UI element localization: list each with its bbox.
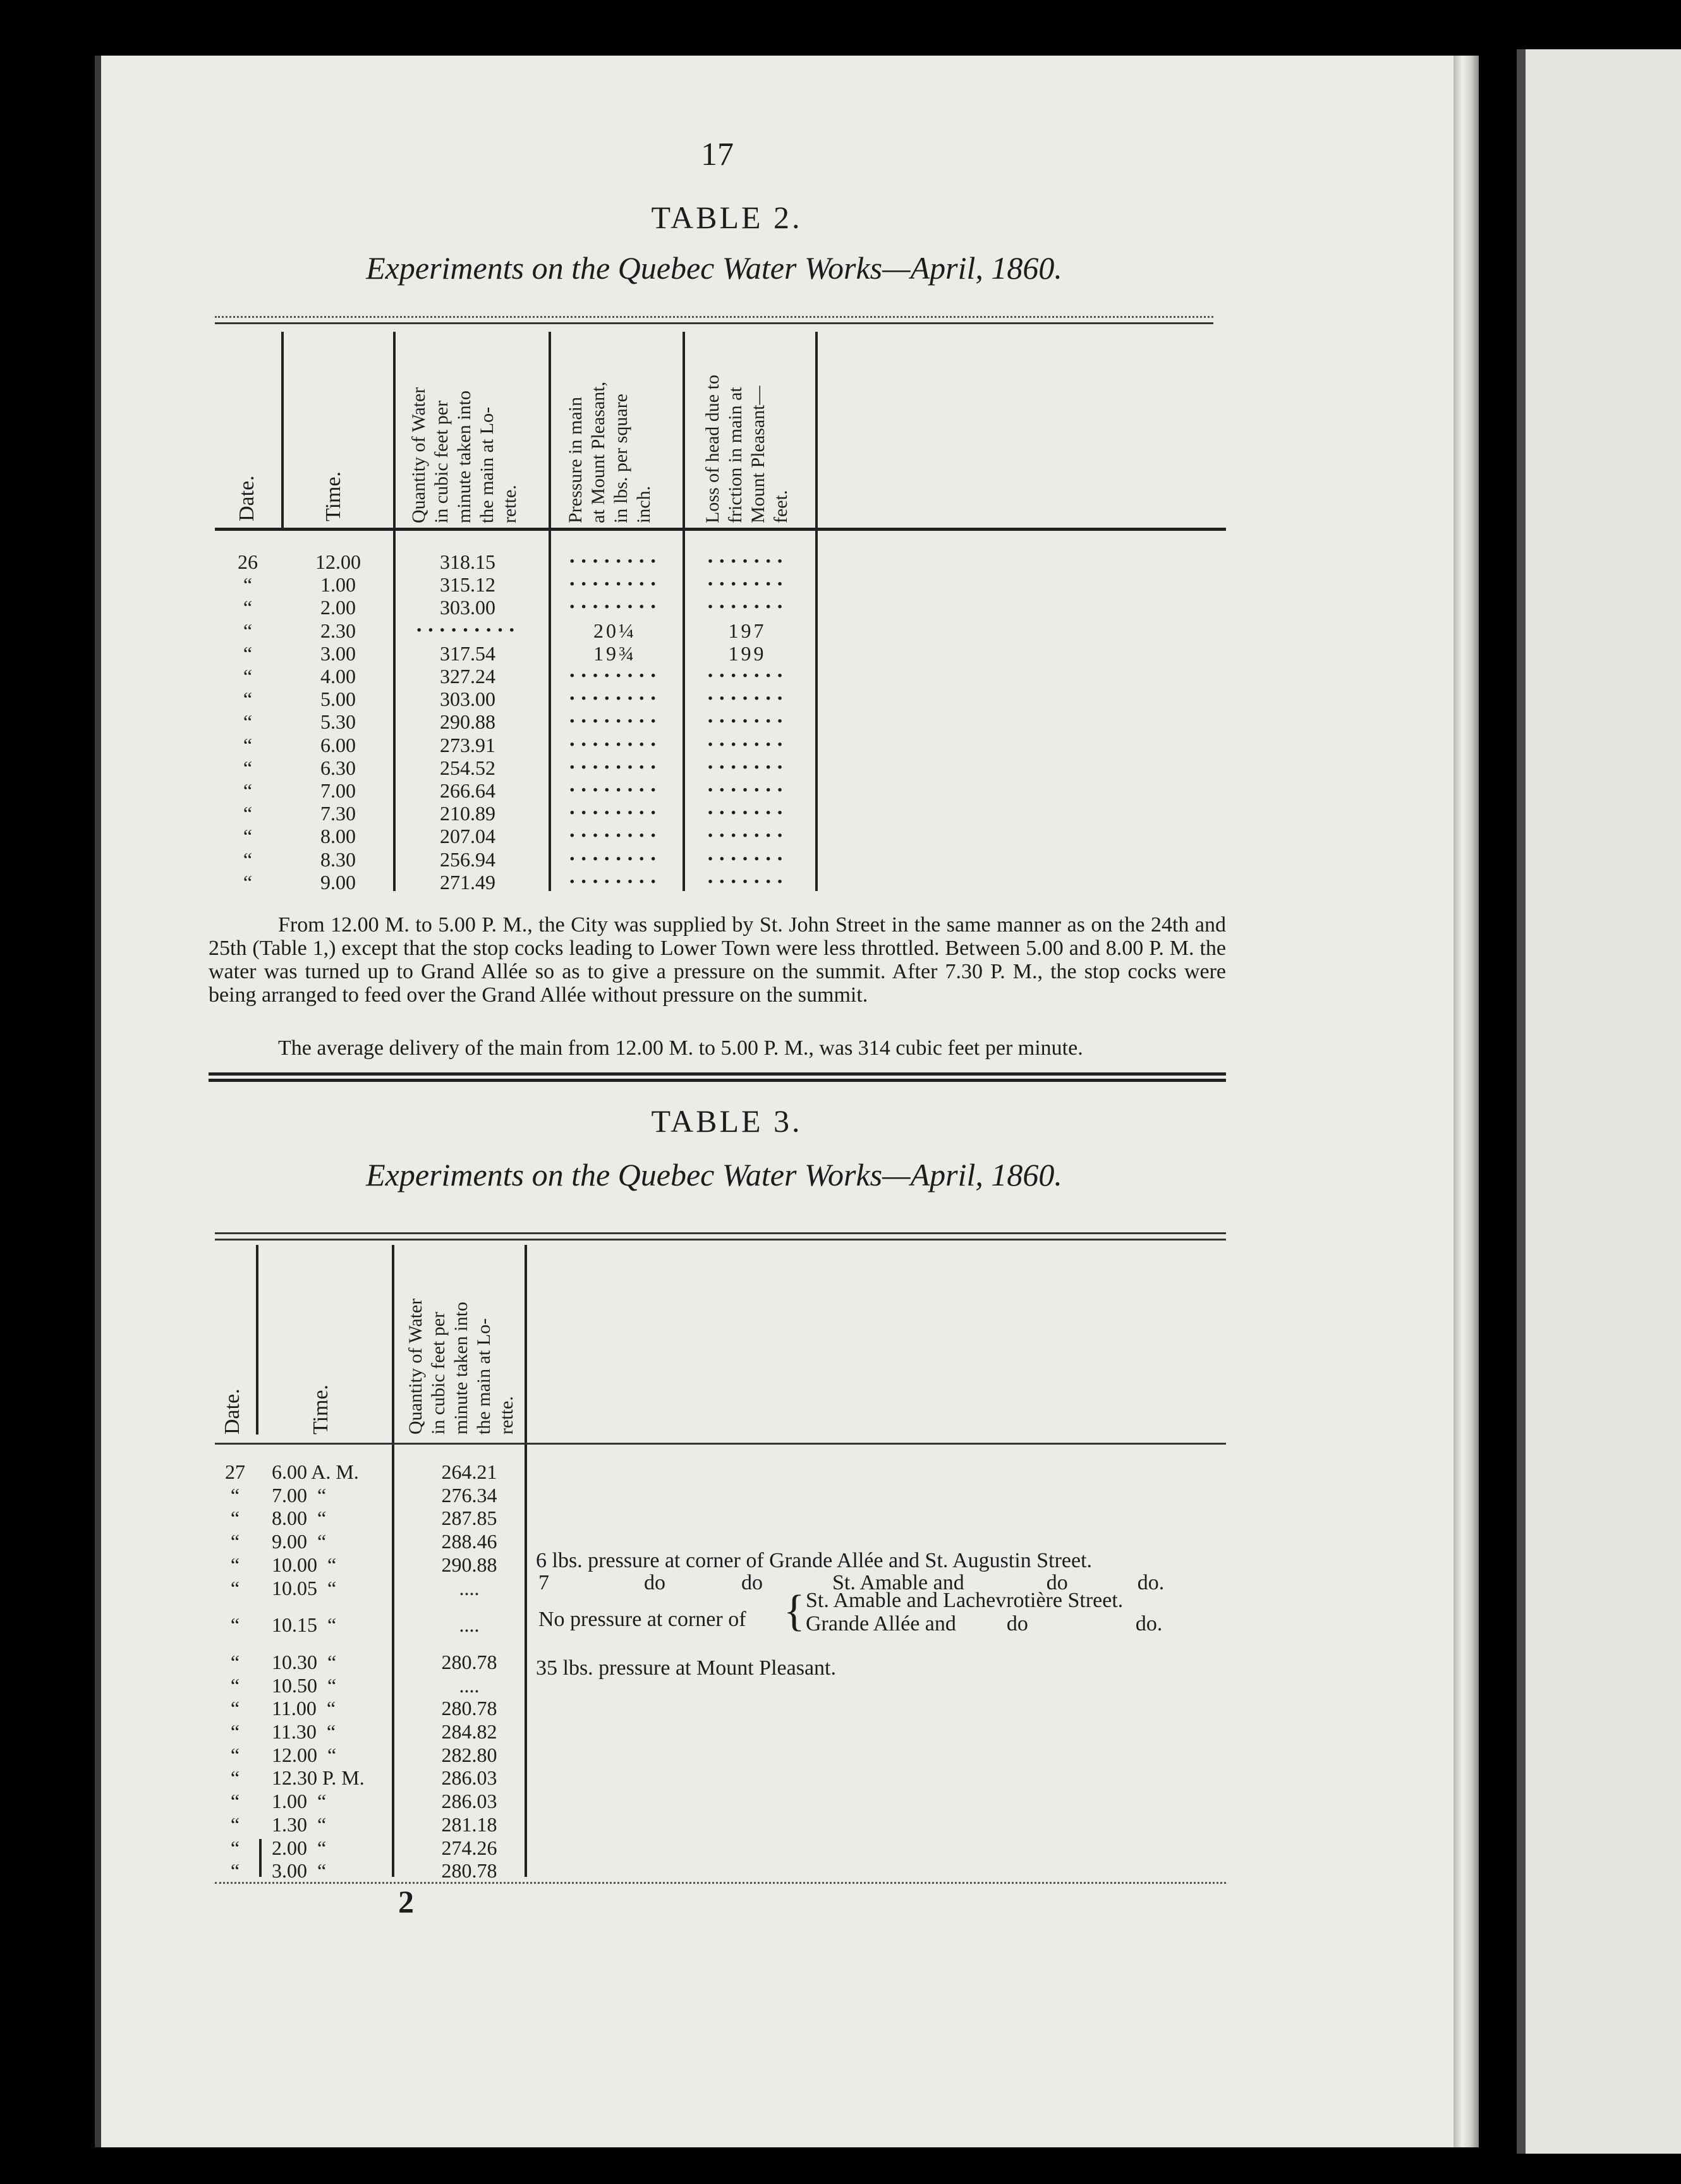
table2-cell: ·······	[707, 824, 788, 847]
table2-cell: 1.00	[320, 573, 356, 596]
table3-top-rule	[215, 1232, 1226, 1234]
table2-cell: 9.00	[320, 871, 356, 894]
table3-cell: “	[230, 1859, 240, 1882]
table3-cell: 8.00 “	[272, 1507, 327, 1529]
table3-cell: ....	[459, 1613, 480, 1636]
table2-cell: 5.00	[320, 688, 356, 710]
table2-cell: ·······	[707, 733, 788, 756]
table3-cell: “	[230, 1766, 240, 1789]
page-number: 17	[701, 136, 734, 173]
table2-subtitle: Experiments on the Quebec Water Works—April, 1860.	[366, 250, 1062, 286]
table2-cell: ········	[568, 687, 662, 710]
table3-remark: 6 lbs. pressure at corner of Grande Allée and St. Augustin Street.	[536, 1549, 1093, 1572]
table2-cell: 8.00	[320, 825, 356, 847]
table3-cell: 274.26	[441, 1836, 497, 1859]
table3-cell: 10.50 “	[272, 1674, 337, 1697]
table3-cell: “	[230, 1744, 240, 1766]
table3-divider	[256, 1245, 258, 1435]
table2-cell: ········	[568, 801, 662, 825]
section-rule	[209, 1079, 1226, 1082]
table3-divider	[525, 1245, 527, 1877]
table2-cell: “	[243, 710, 253, 733]
table2-cell: 290.88	[440, 710, 495, 733]
table2-cell: “	[243, 734, 253, 756]
table3-cell: 1.00 “	[272, 1790, 327, 1812]
table2-cell: ·········	[415, 619, 520, 642]
table2-divider	[683, 332, 685, 891]
table2-cell: ·······	[707, 870, 788, 894]
table2-cell: ········	[568, 710, 662, 733]
section-rule	[209, 1072, 1226, 1076]
table2-cell: ········	[568, 847, 662, 871]
table2-cell: ········	[568, 573, 662, 596]
table3-header-time: Time.	[309, 1384, 332, 1435]
table3-cell: “	[230, 1613, 240, 1636]
table2-cell: ········	[568, 733, 662, 756]
table2-cell: ········	[568, 756, 662, 779]
table2-cell: ·······	[707, 687, 788, 710]
table3-cell: “	[230, 1484, 240, 1507]
table2-cell: 210.89	[440, 802, 495, 825]
table3-cell: 284.82	[441, 1720, 497, 1743]
table2-cell: ········	[568, 870, 662, 894]
table2-divider	[815, 332, 818, 891]
table2-cell: 254.52	[440, 756, 495, 779]
table2-cell: 317.54	[440, 642, 495, 665]
table3-cell: 280.78	[441, 1697, 497, 1720]
table2-average-note: The average delivery of the main from 12.00 M. to 5.00 P. M., was 314 cubic feet per minute.	[278, 1036, 1083, 1060]
table2-header-quantity: Quantity of Water in cubic feet per minute taken into the main at Lo- rette.	[408, 387, 520, 523]
table2-cell: 315.12	[440, 573, 495, 596]
table2-cell: 3.00	[320, 642, 356, 665]
table2-cell: ·······	[707, 710, 788, 733]
table3-cell: “	[230, 1577, 240, 1599]
table2-cell: 207.04	[440, 825, 495, 847]
table2-cell: ·······	[707, 847, 788, 871]
table2-header-pressure: Pressure in main at Mount Pleasant, in lbs. per square inch.	[565, 381, 654, 523]
table3-subtitle: Experiments on the Quebec Water Works—April, 1860.	[366, 1157, 1062, 1192]
adjacent-page	[1517, 49, 1681, 2154]
table2-cell: “	[243, 619, 253, 642]
table3-cell: 264.21	[441, 1460, 497, 1483]
table3-bottom-rule	[215, 1882, 1226, 1884]
table3-cell: “	[230, 1507, 240, 1529]
table3-cell: “	[230, 1651, 240, 1673]
table2-cell: 266.64	[440, 779, 495, 802]
table2-cell: “	[243, 848, 253, 871]
table2-cell: 7.00	[320, 779, 356, 802]
table2-cell: 19¾	[593, 642, 636, 665]
table3-cell: “	[230, 1697, 240, 1720]
table2-cell: ········	[568, 595, 662, 619]
table2-cell: ·······	[707, 756, 788, 779]
table2-header-rule	[215, 528, 1226, 531]
table3-cell: 27	[225, 1460, 245, 1483]
table3-cell: 282.80	[441, 1744, 497, 1766]
table2-cell: 256.94	[440, 848, 495, 871]
table3-cell: 286.03	[441, 1790, 497, 1812]
table2-cell: “	[243, 779, 253, 802]
table2-cell: 327.24	[440, 665, 495, 688]
page-edge	[1453, 56, 1479, 2147]
table2-cell: 12.00	[315, 550, 361, 573]
table2-cell: 303.00	[440, 688, 495, 710]
table2-cell: ·······	[707, 664, 788, 688]
table2-note: From 12.00 M. to 5.00 P. M., the City was supplied by St. John Street in the same manner as on the 24th and 25th (Table 1,) except that the stop cocks leading to Lower Town were less throttled. Between 5.00 and 8.00 P. M. the water was turned up to Grand Allée so as to give a pressure on the summit. After 7.30 P. M., the stop cocks were being arranged to feed over the Grand Allée without pressure on the summit.	[209, 913, 1226, 1007]
table3-header-date: Date.	[221, 1388, 244, 1435]
table2-cell: 7.30	[320, 802, 356, 825]
table2-cell: “	[243, 756, 253, 779]
table3-cell: “	[230, 1790, 240, 1812]
table3-cell: 2.00 “	[272, 1836, 327, 1859]
table2-divider	[393, 332, 396, 891]
table2-cell: ·······	[707, 550, 788, 573]
table3-remark: St. Amable and Lachevrotière Street.	[806, 1589, 1124, 1612]
table3-cell: “	[230, 1836, 240, 1859]
table3-cell: ....	[459, 1674, 480, 1697]
table3-cell: 6.00 A. M.	[272, 1460, 359, 1483]
table3-cell: 11.00 “	[272, 1697, 336, 1720]
table3-header-quantity: Quantity of Water in cubic feet per minute taken into the main at Lo- rette.	[405, 1298, 517, 1435]
table2-cell: 20¼	[593, 619, 636, 642]
table2-cell: ········	[568, 550, 662, 573]
table2-cell: “	[243, 642, 253, 665]
table2-header-loss: Loss of head due to friction in main at Mount Pleasant— feet.	[702, 375, 791, 523]
table2-cell: ········	[568, 779, 662, 802]
table3-cell: 11.30 “	[272, 1720, 336, 1743]
table3-cell: 9.00 “	[272, 1530, 327, 1553]
table3-remark: Grande Allée and do do.	[806, 1612, 1163, 1635]
table3-cell: 10.05 “	[272, 1577, 337, 1599]
table3-cell: 290.88	[441, 1553, 497, 1576]
table2-cell: 318.15	[440, 550, 495, 573]
table2-cell: 2.00	[320, 596, 356, 619]
table3-cell: 10.15 “	[272, 1613, 337, 1636]
table3-cell: 280.78	[441, 1859, 497, 1882]
table3-top-rule-2	[215, 1239, 1226, 1241]
table2-cell: 197	[728, 619, 767, 642]
table3-cell: “	[230, 1530, 240, 1553]
table2-cell: “	[243, 825, 253, 847]
table3-cell: “	[230, 1553, 240, 1576]
table3-title: TABLE 3.	[651, 1103, 803, 1139]
table2-cell: “	[243, 573, 253, 596]
table2-cell: 273.91	[440, 734, 495, 756]
table3-remark: 35 lbs. pressure at Mount Pleasant.	[536, 1656, 836, 1680]
table2-cell: 2.30	[320, 619, 356, 642]
table2-divider	[281, 332, 284, 528]
table2-cell: ·······	[707, 801, 788, 825]
table3-cell: 288.46	[441, 1530, 497, 1553]
table3-cell: “	[230, 1720, 240, 1743]
table2-cell: 8.30	[320, 848, 356, 871]
table2-cell: 6.00	[320, 734, 356, 756]
brace-glyph: {	[784, 1587, 805, 1635]
table3-cell: 3.00 “	[272, 1859, 327, 1882]
table2-cell: 6.30	[320, 756, 356, 779]
table2-cell: 271.49	[440, 871, 495, 894]
table3-cell: 281.18	[441, 1813, 497, 1836]
table2-header-date: Date.	[235, 475, 258, 521]
table3-cell: “	[230, 1674, 240, 1697]
table2-cell: 4.00	[320, 665, 356, 688]
table2-cell: “	[243, 802, 253, 825]
table3-cell: 280.78	[441, 1651, 497, 1673]
table2-cell: ·······	[707, 573, 788, 596]
table3-cell: 10.30 “	[272, 1651, 337, 1673]
table2-cell: “	[243, 688, 253, 710]
table2-cell: ········	[568, 824, 662, 847]
table2-cell: 5.30	[320, 710, 356, 733]
table3-cell: 1.30 “	[272, 1813, 327, 1836]
table3-remark: No pressure at corner of	[538, 1608, 746, 1631]
table3-header-rule	[215, 1443, 1226, 1445]
table2-header-time: Time.	[322, 471, 345, 521]
table3-remark: 7 do do St. Amable and do do.	[538, 1571, 1165, 1594]
table3-cell: ....	[459, 1577, 480, 1599]
table2-cell: 199	[728, 642, 767, 665]
table2-top-rule-2	[215, 322, 1213, 324]
table3-divider	[259, 1839, 262, 1877]
table3-cell: 276.34	[441, 1484, 497, 1507]
table3-cell: 12.00 “	[272, 1744, 337, 1766]
table2-cell: 303.00	[440, 596, 495, 619]
table2-cell: “	[243, 871, 253, 894]
table2-top-rule	[215, 316, 1213, 318]
table3-cell: 10.00 “	[272, 1553, 337, 1576]
table2-cell: ·······	[707, 595, 788, 619]
table2-title: TABLE 2.	[651, 200, 803, 235]
table3-cell: 286.03	[441, 1766, 497, 1789]
table3-cell: 12.30 P. M.	[272, 1766, 365, 1789]
table2-cell: ········	[568, 664, 662, 688]
table2-cell: 26	[238, 550, 258, 573]
table3-cell: “	[230, 1813, 240, 1836]
table2-cell: “	[243, 665, 253, 688]
table2-cell: “	[243, 596, 253, 619]
table3-cell: 287.85	[441, 1507, 497, 1529]
signature-mark: 2	[398, 1884, 414, 1919]
table3-cell: 7.00 “	[272, 1484, 327, 1507]
table2-cell: ·······	[707, 779, 788, 802]
